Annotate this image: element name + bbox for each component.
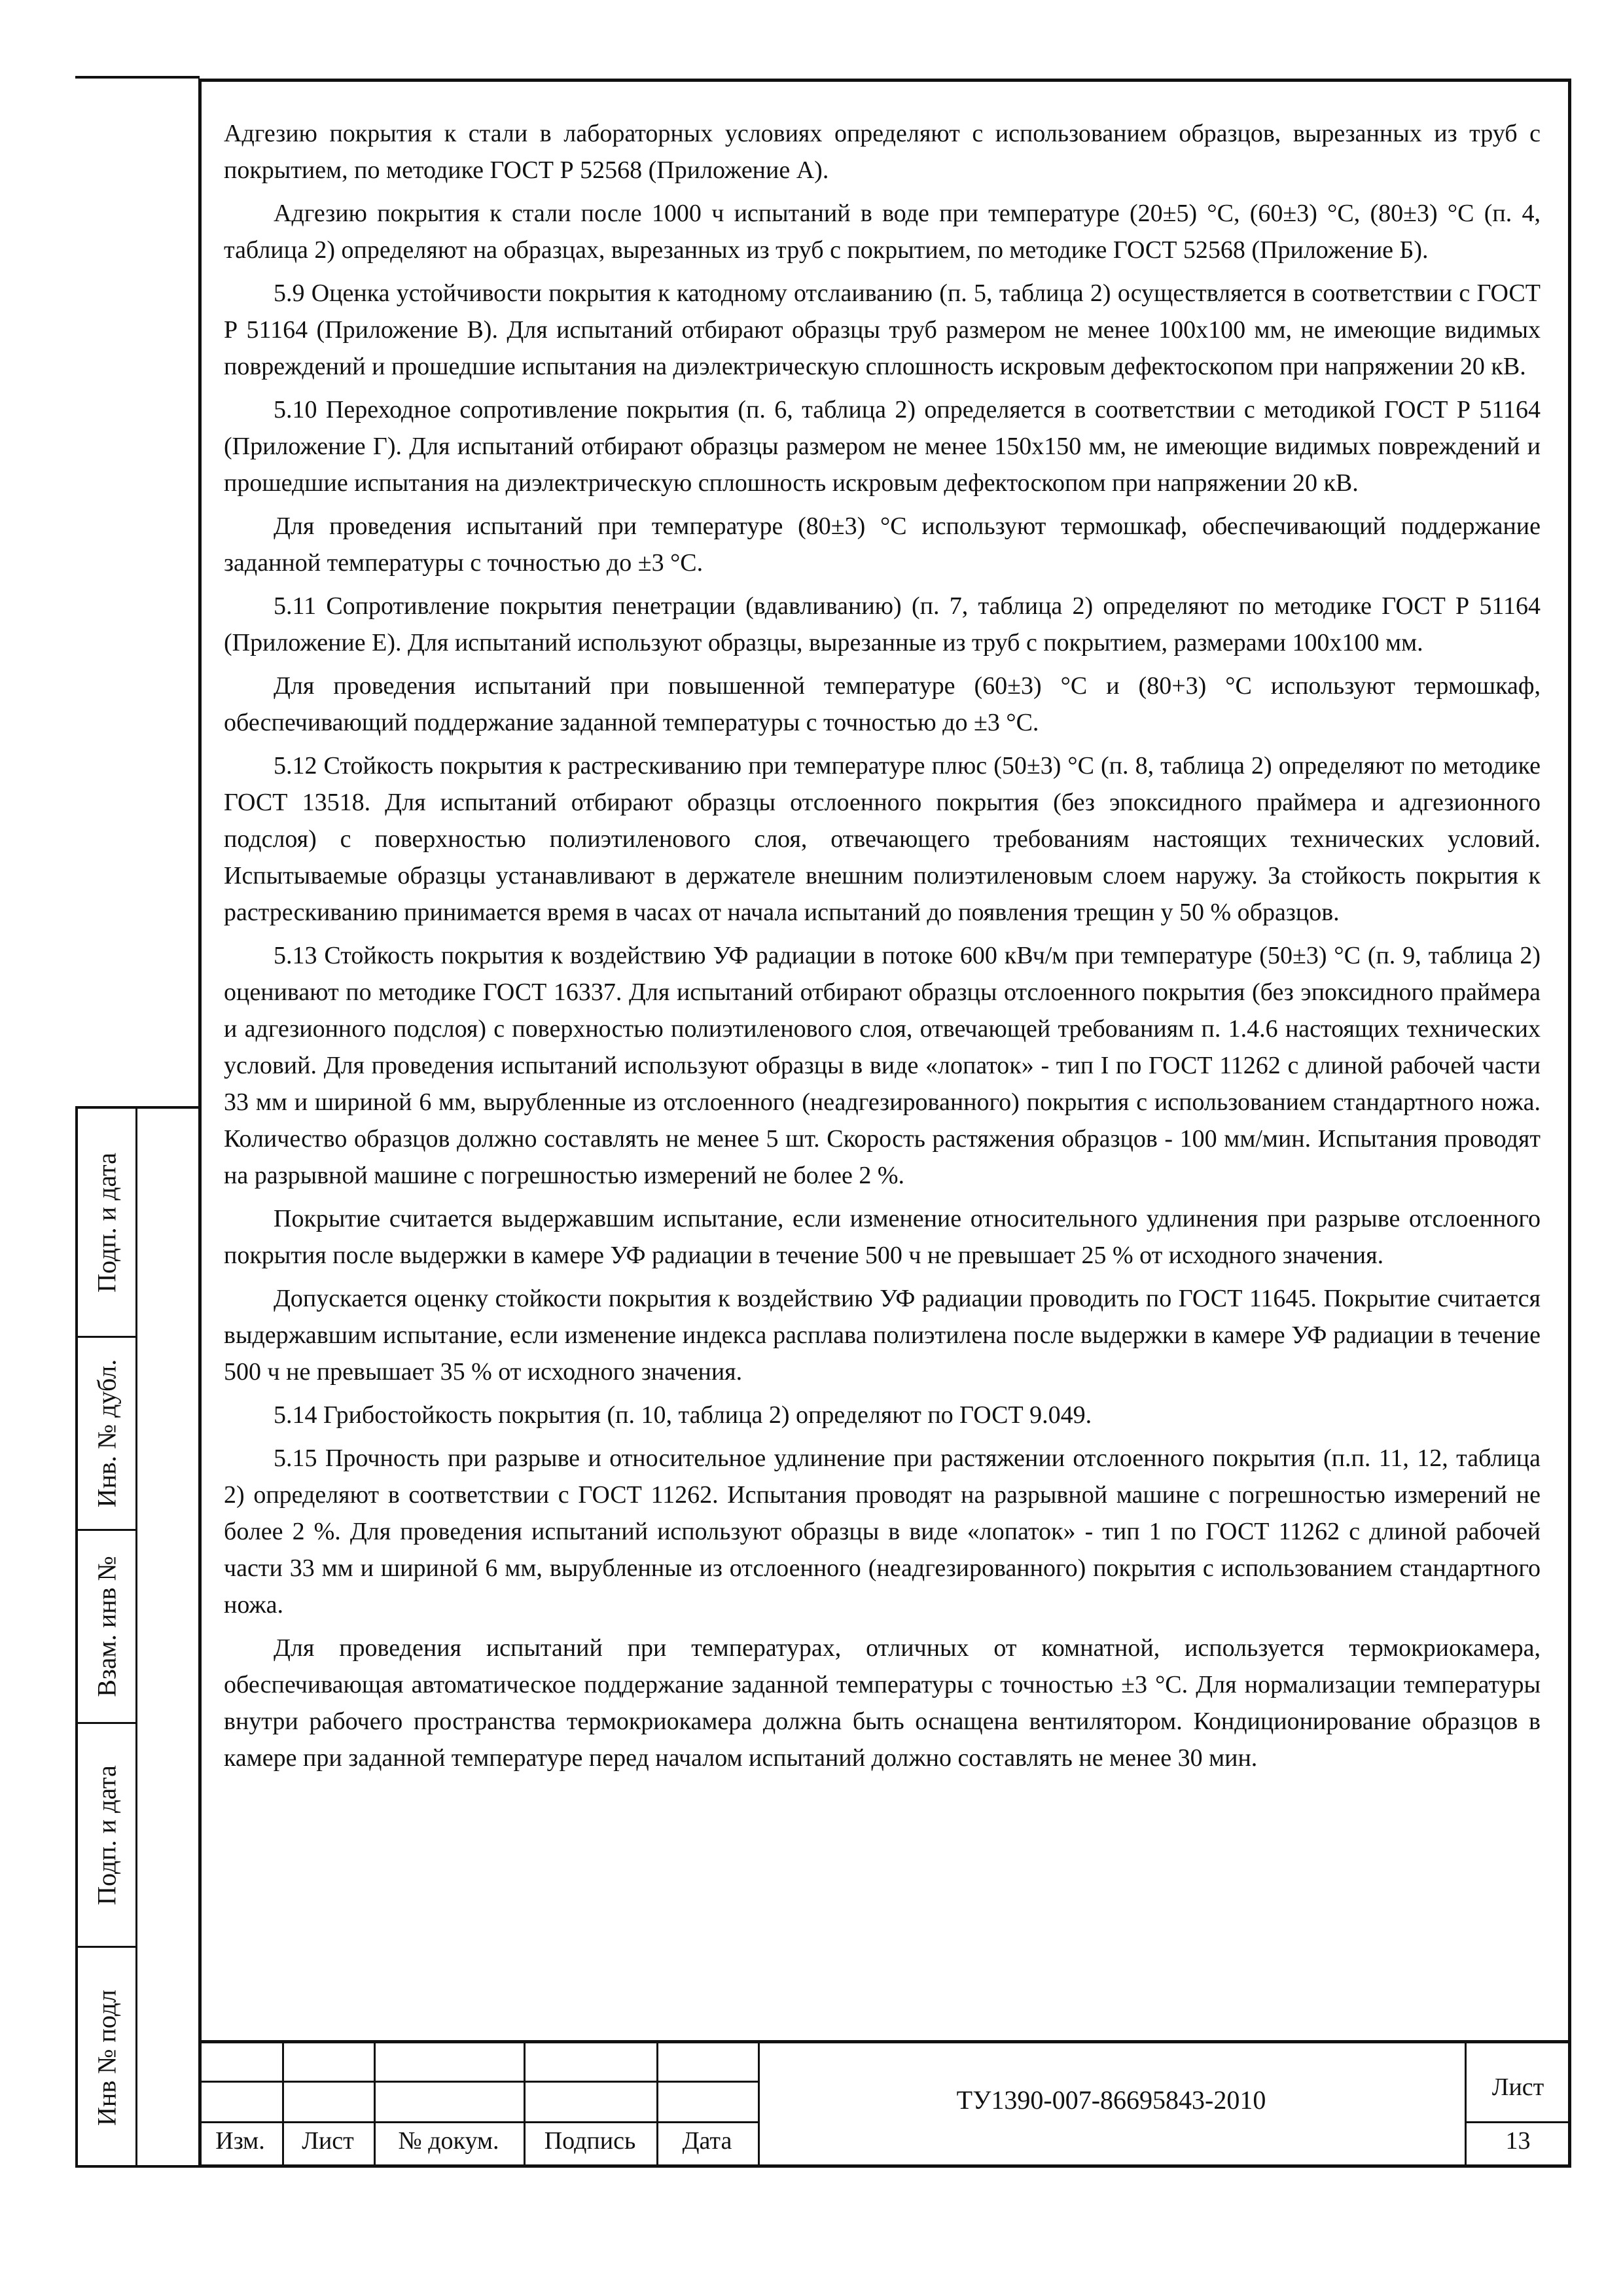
paragraph: Покрытие считается выдержавшим испытание, если изменение относительного удлинения при разрыве отслоенного покрытия после выдержки в камере УФ радиации в течение 500 ч не превышает 25 % от исходного значения. bbox=[224, 1205, 1541, 1269]
header-list: Лист bbox=[302, 2127, 354, 2155]
title-block-top-line bbox=[198, 2040, 1571, 2043]
sheet-label: Лист bbox=[1491, 2073, 1544, 2101]
header-izm: Изм. bbox=[215, 2127, 265, 2155]
side-label: Подп. и дата bbox=[92, 1765, 122, 1905]
paragraph: 5.13 Стойкость покрытия к воздействию УФ радиации в потоке 600 кВч/м при температуре (50±3) °С (п. 9, таблица 2) оценивают по методике ГОСТ 16337. Для испытаний отбирают образцы отслоенного покрытия (без эпоксидного праймера и адгезионного подслоя) с поверхностью полиэтиленового слоя, отвечающей требованиям п. 1.4.6 настоящих технических условий. Для проведения испытаний используют образцы в виде «лопаток» - тип I по ГОСТ 11262 с длиной рабочей части 33 мм и шириной 6 мм, вырубленные из отслоенного (неадгезированного) покрытия с использованием стандартного ножа. Количество образцов должно составлять не менее 5 шт. Скорость растяжения образцов - 100 мм/мин. Испытания проводят на разрывной машине с погрешностью измерений не более 2 %. bbox=[224, 942, 1541, 1189]
side-cell-sign-date bbox=[78, 1109, 135, 1338]
side-label: Взам. инв № bbox=[92, 1556, 122, 1697]
paragraph: 5.15 Прочность при разрыве и относительное удлинение при растяжении отслоенного покрытия (п.п. 11, 12, таблица 2) определяют в соответствии с ГОСТ 11262. Испытания проводят на разрывной машине с погрешностью измерений не более 2 %. Для проведения испытаний используют образцы в виде «лопаток» - тип 1 по ГОСТ 11262 с длиной рабочей части 33 мм и шириной 6 мм, вырубленные из отслоенного (неадгезированного) покрытия с использованием стандартного ножа. bbox=[224, 1444, 1541, 1619]
paragraph: Для проведения испытаний при температуре (80±3) °С используют термошкаф, обеспечивающий поддержание заданной температуры с точностью до ±3 °С. bbox=[224, 512, 1541, 577]
side-cell-sign-date-2 bbox=[78, 1724, 135, 1948]
side-cell-orig-inv bbox=[78, 1948, 135, 2168]
paragraph: Адгезию покрытия к стали после 1000 ч испытаний в воде при температуре (20±5) °С, (60±3) °С, (80±3) °С (п. 4, таблица 2) определяют на образцах, вырезанных из труб с покрытием, по методике ГОСТ 52568 (Приложение Б). bbox=[224, 200, 1541, 264]
paragraph: 5.9 Оценка устойчивости покрытия к катодному отслаиванию (п. 5, таблица 2) осуществляется в соответствии с ГОСТ Р 51164 (Приложение В). Для испытаний отбирают образцы труб размером не менее 100х100 мм, не имеющие видимых повреждений и прошедшие испытания на диэлектрическую сплошность искровым дефектоскопом при напряжении 20 кВ. bbox=[224, 279, 1541, 380]
header-signature: Подпись bbox=[544, 2127, 636, 2155]
paragraph: Допускается оценку стойкости покрытия к воздействию УФ радиации проводить по ГОСТ 11645. Покрытие считается выдержавшим испытание, если изменение индекса расплава полиэтилена после выдержки в камере УФ радиации в течение 500 ч не превышает 35 % от исходного значения. bbox=[224, 1285, 1541, 1386]
side-label: Подп. и дата bbox=[92, 1152, 122, 1293]
side-cell-dup-inv bbox=[78, 1338, 135, 1531]
document-code: ТУ1390-007-86695843-2010 bbox=[956, 2085, 1266, 2115]
side-stamp-strip bbox=[75, 1106, 200, 2168]
sheet-number: 13 bbox=[1505, 2127, 1531, 2155]
margin-top-line bbox=[75, 76, 200, 79]
paragraph: 5.12 Стойкость покрытия к растрескиванию при температуре плюс (50±3) °С (п. 8, таблица 2) определяют по методике ГОСТ 13518. Для испытаний отбирают образцы отслоенного покрытия (без эпоксидного праймера и адгезионного подслоя) с поверхностью полиэтиленового слоя, отвечающего требованиям настоящих технических условий. Испытываемые образцы устанавливают в держателе внешним полиэтиленовым слоем наружу. За стойкость покрытия к растрескиванию принимается время в часах от начала испытаний до появления трещин у 50 % образцов. bbox=[224, 752, 1541, 926]
paragraph: Для проведения испытаний при повышенной температуре (60±3) °С и (80+3) °С используют термошкаф, обеспечивающий поддержание заданной температуры с точностью до ±3 °С. bbox=[224, 672, 1541, 736]
paragraph: 5.11 Сопротивление покрытия пенетрации (вдавливанию) (п. 7, таблица 2) определяют по методике ГОСТ Р 51164 (Приложение Е). Для испытаний используют образцы, вырезанные из труб с покрытием, размерами 100х100 мм. bbox=[224, 592, 1541, 656]
body-text bbox=[224, 115, 1541, 1783]
side-label: Инв № подл bbox=[92, 1990, 122, 2126]
side-label: Инв. № дубл. bbox=[92, 1359, 122, 1508]
paragraph: Адгезию покрытия к стали в лабораторных условиях определяют с использованием образцов, вырезанных из труб с покрытием, по методике ГОСТ Р 52568 (Приложение А). bbox=[224, 120, 1541, 184]
title-block bbox=[198, 2040, 1571, 2168]
paragraph: Для проведения испытаний при температурах, отличных от комнатной, используется термокриокамера, обеспечивающая автоматическое поддержание заданной температуры с точностью ±3 °С. Для нормализации температуры внутри рабочего пространства термокриокамера должна быть оснащена вентилятором. Кондиционирование образцов в камере при заданной температуре перед началом испытаний должно составлять не менее 30 мин. bbox=[224, 1634, 1541, 1772]
paragraph: 5.14 Грибостойкость покрытия (п. 10, таблица 2) определяют по ГОСТ 9.049. bbox=[274, 1401, 1092, 1429]
header-doc-number: № докум. bbox=[398, 2127, 499, 2155]
side-strip-divider bbox=[135, 1109, 137, 2165]
paragraph: 5.10 Переходное сопротивление покрытия (п. 6, таблица 2) определяется в соответствии с методикой ГОСТ Р 51164 (Приложение Г). Для испытаний отбирают образцы размером не менее 150х150 мм, не имеющие видимых повреждений и прошедшие испытания на диэлектрическую сплошность искровым дефектоскопом при напряжении 20 кВ. bbox=[224, 396, 1541, 497]
header-date: Дата bbox=[682, 2127, 732, 2155]
side-cell-replace-inv bbox=[78, 1531, 135, 1724]
title-block-sheet-line bbox=[1465, 2121, 1571, 2123]
